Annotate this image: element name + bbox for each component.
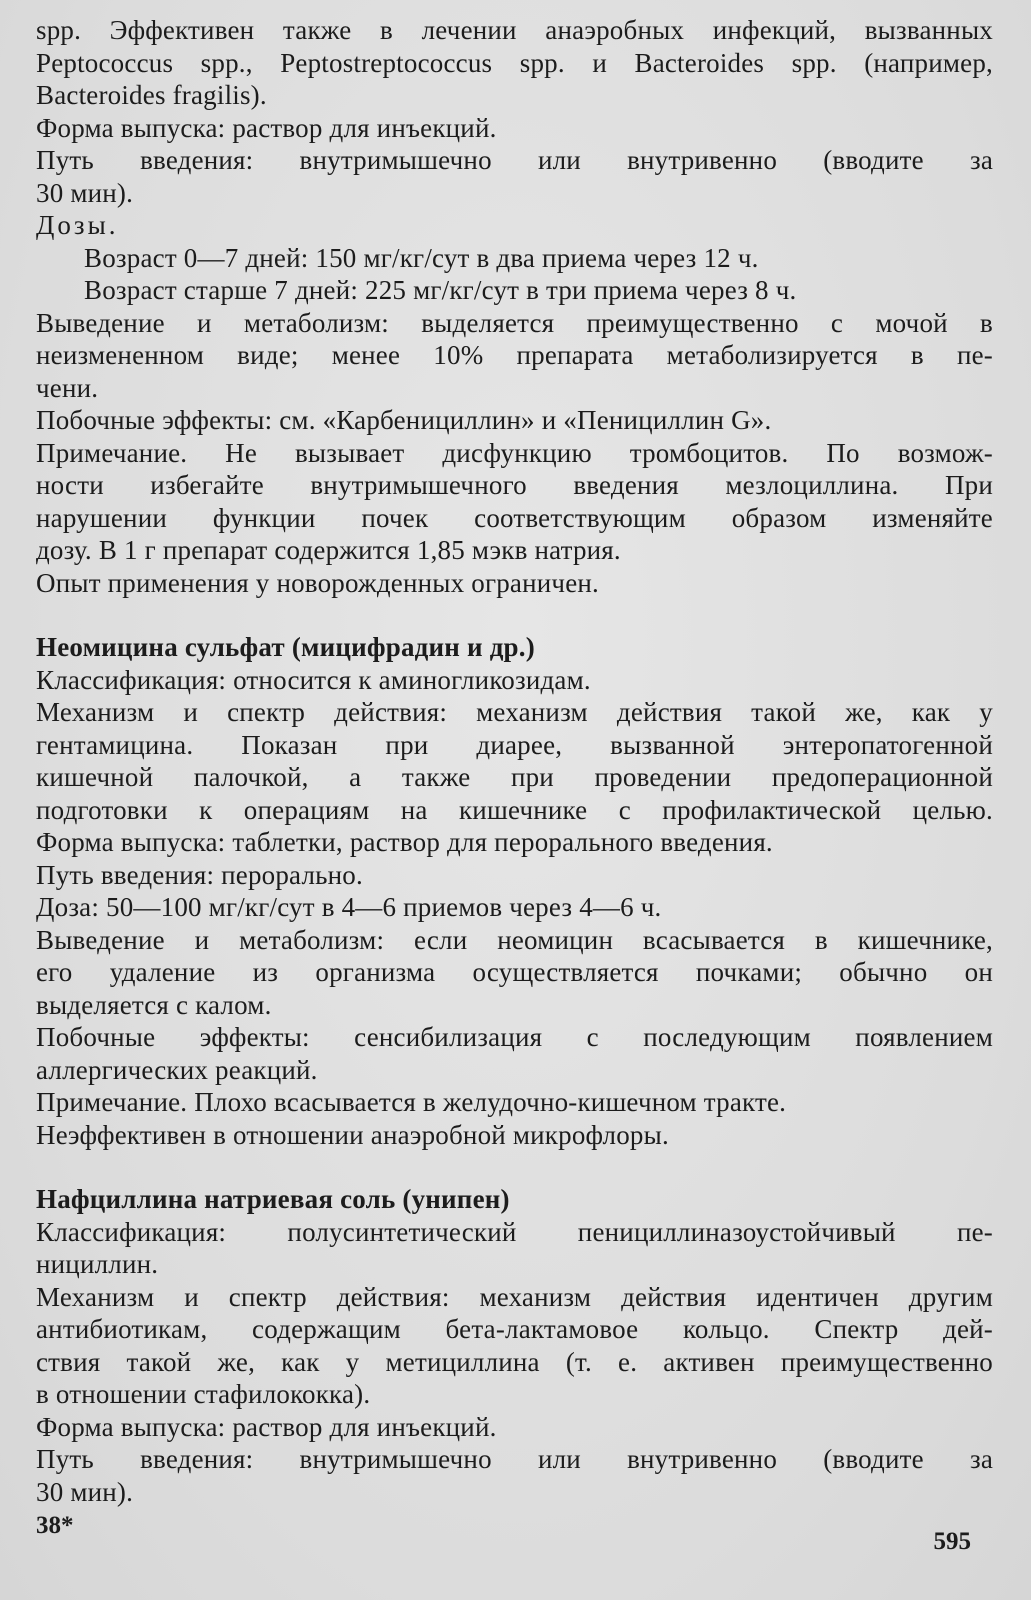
text-line: Доза: 50—100 мг/кг/сут в 4—6 приемов через 4—6 ч. bbox=[36, 892, 662, 922]
text-line: его удаление из организма осуществляется почками; обычно он bbox=[36, 957, 993, 987]
text-line: Выведение и метаболизм: выделяется преимущественно с мочой в bbox=[36, 307, 993, 338]
text-line: Побочные эффекты: сенсибилизация с последующим появлением bbox=[36, 1022, 993, 1052]
text-line: Классификация: полусинтетический пенициллиназоустойчивый пе- bbox=[36, 1216, 993, 1247]
text-line: кишечной палочкой, а также при проведении предоперационной bbox=[36, 762, 993, 792]
text-line: Механизм и спектр действия: механизм действия такой же, как у bbox=[36, 697, 993, 727]
signature-mark: 38* bbox=[36, 1512, 74, 1539]
text-line: Выведение и метаболизм: если неомицин всасывается в кишечнике, bbox=[36, 924, 993, 955]
text-line: нициллин. bbox=[36, 1249, 159, 1279]
section-gap bbox=[36, 1151, 993, 1183]
text-line: Форма выпуска: раствор для инъекций. bbox=[36, 1411, 497, 1442]
text-line: Путь введения: внутримышечно или внутривенно (вводите за bbox=[36, 145, 993, 175]
text-line: Побочные эффекты: см. «Карбенициллин» и «Пенициллин G». bbox=[36, 405, 772, 435]
text-line: Путь введения: перорально. bbox=[36, 859, 363, 890]
text-line: подготовки к операциям на кишечнике с профилактической целью. bbox=[36, 794, 993, 825]
text-line: Механизм и спектр действия: механизм действия идентичен другим bbox=[36, 1281, 993, 1312]
text-line: Путь введения: внутримышечно или внутривенно (вводите за bbox=[36, 1444, 993, 1474]
text-line: 30 мин). bbox=[36, 177, 134, 208]
drug-heading: Нафциллина натриевая соль (унипен) bbox=[36, 1184, 510, 1214]
text-line: Опыт применения у новорожденных ограничен. bbox=[36, 567, 599, 598]
text-line: нарушении функции почек соответствующим образом изменяйте bbox=[36, 502, 993, 533]
text-line: Возраст 0—7 дней: 150 мг/кг/сут в два приема через 12 ч. bbox=[84, 242, 759, 273]
text-line: неизмененном виде; менее 10% препарата метаболизируется в пе- bbox=[36, 340, 993, 370]
text-line: гентамицина. Показан при диарее, вызванной энтеропатогенной bbox=[36, 729, 993, 760]
text-line: ности избегайте внутримышечного введения мезлоциллина. При bbox=[36, 470, 993, 500]
text-line: чени. bbox=[36, 372, 99, 403]
text-line: Форма выпуска: раствор для инъекций. bbox=[36, 112, 497, 143]
text-line: дозу. В 1 г препарат содержится 1,85 мэкв натрия. bbox=[36, 535, 621, 565]
page-content bbox=[36, 14, 993, 1508]
section-gap bbox=[36, 599, 993, 631]
text-line: spp. Эффективен также в лечении анаэробных инфекций, вызванных bbox=[36, 15, 993, 45]
text-line: Примечание. Плохо всасывается в желудочно-кишечном тракте. bbox=[36, 1087, 787, 1117]
text-line: аллергических реакций. bbox=[36, 1054, 318, 1085]
text-line: ствия такой же, как у метициллина (т. е. активен преимущественно bbox=[36, 1346, 993, 1377]
page-number: 595 bbox=[933, 1528, 971, 1555]
text-line: Примечание. Не вызывает дисфункцию тромбоцитов. По возмож- bbox=[36, 437, 993, 468]
text-line: Возраст старше 7 дней: 225 мг/кг/сут в три приема через 8 ч. bbox=[84, 275, 797, 305]
text-line: Классификация: относится к аминогликозидам. bbox=[36, 664, 591, 695]
text-line: Bacteroides fragilis). bbox=[36, 80, 267, 110]
text-line: Форма выпуска: таблетки, раствор для перорального введения. bbox=[36, 827, 773, 857]
text-line: Дозы. bbox=[36, 210, 119, 240]
text-line: Peptococcus spp., Peptostreptococcus spp. и Bacteroides spp. (например, bbox=[36, 47, 993, 78]
text-line: Неэффективен в отношении анаэробной микрофлоры. bbox=[36, 1119, 669, 1150]
text-line: 30 мин). bbox=[36, 1476, 134, 1507]
text-line: антибиотикам, содержащим бета-лактамовое кольцо. Спектр дей- bbox=[36, 1314, 993, 1344]
drug-heading: Неомицина сульфат (мицифрадин и др.) bbox=[36, 632, 535, 662]
text-line: выделяется с калом. bbox=[36, 989, 272, 1020]
text-line: в отношении стафилококка). bbox=[36, 1379, 371, 1409]
